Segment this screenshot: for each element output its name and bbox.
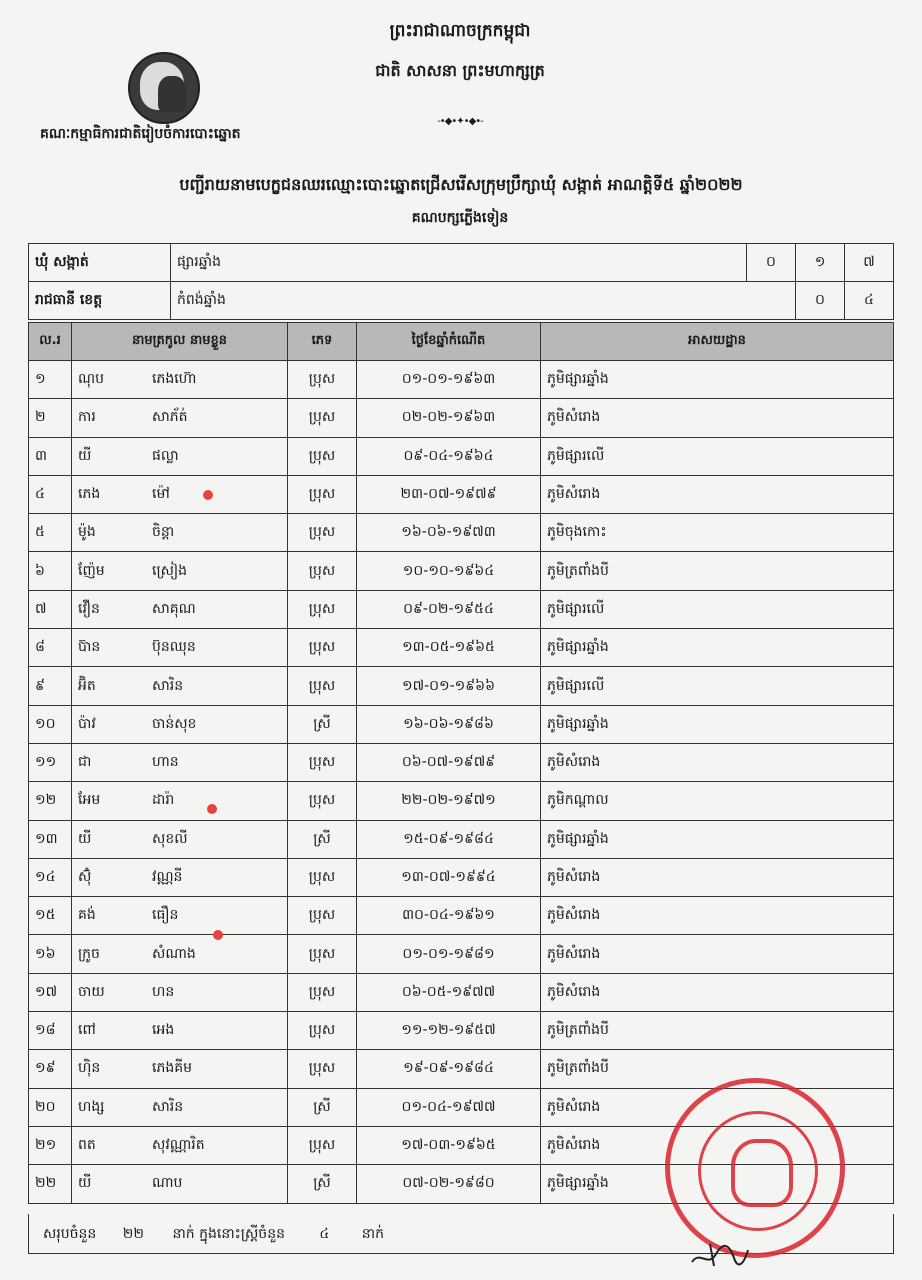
commune-code-3: ៧ — [845, 244, 894, 282]
table-row — [29, 1012, 894, 1050]
dob-cell: ២៣-០៧-១៩៧៩ — [357, 475, 541, 513]
dob-cell: ០៩-០៤-១៩៦៤ — [357, 437, 541, 475]
sex-cell: ប្រុស — [288, 361, 357, 399]
row-number: ២១ — [29, 1126, 72, 1164]
election-committee-seal — [128, 52, 200, 124]
female-count: ៤ — [319, 1226, 330, 1242]
sex-cell: ប្រុស — [288, 782, 357, 820]
candidate-table — [28, 322, 894, 1204]
last-name: ស៊ុំ — [72, 858, 147, 896]
first-name: សាគុណ — [146, 590, 288, 628]
sex-cell: ប្រុស — [288, 514, 357, 552]
red-marker-dot — [203, 490, 213, 500]
address-cell: ភូមិត្រពាំងបី — [541, 552, 894, 590]
dob-cell: ០១-០៤-១៩៧៧ — [357, 1088, 541, 1126]
total-unit-female-label: នាក់ ក្នុងនោះស្ត្រីចំនួន — [172, 1226, 285, 1242]
province-label: រាជធានី ខេត្ត — [29, 282, 171, 320]
last-name: ប៊ាន — [72, 629, 147, 667]
sex-cell: ប្រុស — [288, 1126, 357, 1164]
sex-cell: ប្រុស — [288, 590, 357, 628]
last-name: ពត — [72, 1126, 147, 1164]
last-name: គង់ — [72, 897, 147, 935]
address-cell: ភូមិកណ្ដាល — [541, 782, 894, 820]
last-name: ប៉ាវ — [72, 705, 147, 743]
row-number: ១៧ — [29, 973, 72, 1011]
dob-cell: ១៩-០៩-១៩៨៤ — [357, 1050, 541, 1088]
dob-cell: ៣០-០៤-១៩៦១ — [357, 897, 541, 935]
commune-code-1: ០ — [747, 244, 796, 282]
last-name: ចាយ — [72, 973, 147, 1011]
table-row — [29, 667, 894, 705]
first-name: ចាន់សុខ — [146, 705, 288, 743]
table-row — [29, 743, 894, 781]
dob-cell: ២២-០២-១៩៧១ — [357, 782, 541, 820]
last-name: វឿន — [72, 590, 147, 628]
sex-cell: ប្រុស — [288, 973, 357, 1011]
motto-heading: ជាតិ សាសនា ព្រះមហាក្សត្រ — [375, 61, 545, 80]
row-number: ២ — [29, 399, 72, 437]
last-name: ញ៉ែម — [72, 552, 147, 590]
first-name: សាភ័ត់ — [146, 399, 288, 437]
province-code-1: ០ — [796, 282, 845, 320]
first-name: សារិន — [146, 667, 288, 705]
dob-cell: ១៦-០៦-១៩៧៣ — [357, 514, 541, 552]
first-name: សុវណ្ណារិត — [146, 1126, 288, 1164]
last-name: ភេង — [72, 475, 147, 513]
address-cell: ភូមិសំរោង — [541, 973, 894, 1011]
address-cell: ភូមិផ្សារលើ — [541, 667, 894, 705]
last-name: ជា — [72, 743, 147, 781]
table-row — [29, 629, 894, 667]
sex-cell: ប្រុស — [288, 1012, 357, 1050]
candidate-rows — [29, 361, 894, 1204]
table-row — [29, 514, 894, 552]
dob-cell: ០៦-០៥-១៩៧៧ — [357, 973, 541, 1011]
first-name: ភេងហ៊ោ — [146, 361, 288, 399]
row-number: ១៥ — [29, 897, 72, 935]
address-cell: ភូមិផ្សារលើ — [541, 437, 894, 475]
address-cell: ភូមិផ្សារលើ — [541, 590, 894, 628]
first-name: ហាន — [146, 743, 288, 781]
signature-mark — [690, 1240, 750, 1270]
first-name: ភេងគីម — [146, 1050, 288, 1088]
address-cell: ភូមិផ្សារឆ្នាំង — [541, 1165, 894, 1203]
sex-cell: ប្រុស — [288, 743, 357, 781]
location-info-table — [28, 243, 894, 320]
table-row — [29, 782, 894, 820]
last-name: ណុប — [72, 361, 147, 399]
address-cell: ភូមិផ្សារឆ្នាំង — [541, 629, 894, 667]
organization-name: គណៈកម្មាធិការជាតិរៀបចំការបោះឆ្នោត — [40, 126, 241, 142]
red-marker-dot — [207, 804, 217, 814]
row-number: ៩ — [29, 667, 72, 705]
row-number: ៧ — [29, 590, 72, 628]
first-name: ស្រៀង — [146, 552, 288, 590]
commune-label: ឃុំ សង្កាត់ — [29, 244, 171, 282]
commune-row — [29, 244, 894, 282]
first-name: សំណាង — [146, 935, 288, 973]
address-cell: ភូមិផ្សារឆ្នាំង — [541, 361, 894, 399]
sex-cell: ប្រុស — [288, 1050, 357, 1088]
party-name: គណបក្សភ្លើងទៀន — [411, 210, 509, 226]
sex-cell: ប្រុស — [288, 437, 357, 475]
table-row — [29, 475, 894, 513]
address-cell: ភូមិសំរោង — [541, 1088, 894, 1126]
row-number: ១៩ — [29, 1050, 72, 1088]
header-dob: ថ្ងៃខែឆ្នាំកំណើត — [357, 323, 541, 361]
table-row — [29, 858, 894, 896]
first-name: ប៊ុនឈុន — [146, 629, 288, 667]
dob-cell: ០១-០១-១៩៨១ — [357, 935, 541, 973]
address-cell: ភូមិសំរោង — [541, 1126, 894, 1164]
table-row — [29, 820, 894, 858]
first-name: អេង — [146, 1012, 288, 1050]
sex-cell: ស្រី — [288, 1088, 357, 1126]
row-number: ២០ — [29, 1088, 72, 1126]
header-sex: ភេទ — [288, 323, 357, 361]
first-name: សារិន — [146, 1088, 288, 1126]
address-cell: ភូមិត្រពាំងបី — [541, 1012, 894, 1050]
sex-cell: ប្រុស — [288, 475, 357, 513]
row-number: ៨ — [29, 629, 72, 667]
last-name: ការ — [72, 399, 147, 437]
sex-cell: ស្រី — [288, 1165, 357, 1203]
address-cell: ភូមិសំរោង — [541, 858, 894, 896]
table-row — [29, 973, 894, 1011]
last-name: ពៅ — [72, 1012, 147, 1050]
table-row — [29, 897, 894, 935]
last-name: ហ៊ិន — [72, 1050, 147, 1088]
official-red-stamp — [665, 1078, 845, 1258]
row-number: ១០ — [29, 705, 72, 743]
row-number: ៥ — [29, 514, 72, 552]
dob-cell: ១៥-០៩-១៩៨៤ — [357, 820, 541, 858]
first-name: ចិន្តា — [146, 514, 288, 552]
row-number: ១២ — [29, 782, 72, 820]
sex-cell: ប្រុស — [288, 858, 357, 896]
total-count: ២២ — [122, 1226, 144, 1242]
dob-cell: ១១-១២-១៩៥៧ — [357, 1012, 541, 1050]
first-name: វណ្ណនី — [146, 858, 288, 896]
first-name: ណាប — [146, 1165, 288, 1203]
dob-cell: ០៧-០២-១៩៨០ — [357, 1165, 541, 1203]
sex-cell: ប្រុស — [288, 897, 357, 935]
row-number: ១៨ — [29, 1012, 72, 1050]
sex-cell: ប្រុស — [288, 629, 357, 667]
last-name: យី — [72, 1165, 147, 1203]
first-name: ម៉ៅ — [146, 475, 288, 513]
ornament-divider: -•◆•✦•◆•- — [437, 116, 483, 127]
last-name: ក្រូច — [72, 935, 147, 973]
first-name: ហន — [146, 973, 288, 1011]
dob-cell: ១៧-០៣-១៩៦៥ — [357, 1126, 541, 1164]
address-cell: ភូមិចុងកោះ — [541, 514, 894, 552]
row-number: ៤ — [29, 475, 72, 513]
row-number: ១៦ — [29, 935, 72, 973]
row-number: ៦ — [29, 552, 72, 590]
total-label: សរុបចំនួន — [43, 1226, 97, 1242]
sex-cell: ប្រុស — [288, 935, 357, 973]
province-value: កំពង់ឆ្នាំង — [171, 282, 796, 320]
header-address: អាសយដ្ឋាន — [541, 323, 894, 361]
table-row — [29, 552, 894, 590]
dob-cell: ០៩-០២-១៩៥៤ — [357, 590, 541, 628]
dob-cell: ០១-០១-១៩៦៣ — [357, 361, 541, 399]
dob-cell: ១៧-០១-១៩៦៦ — [357, 667, 541, 705]
document-title: បញ្ជីរាយនាមបេក្ខជនឈរឈ្មោះបោះឆ្នោតជ្រើសរើសក្រុមប្រឹក្សាឃុំ សង្កាត់ អាណត្តិទី៥ ឆ្នាំ២០២២ — [179, 175, 743, 194]
female-unit: នាក់ — [361, 1226, 385, 1242]
first-name: ធឿន — [146, 897, 288, 935]
dob-cell: ០២-០២-១៩៦៣ — [357, 399, 541, 437]
dob-cell: ១៦-០៦-១៩៨៦ — [357, 705, 541, 743]
sex-cell: ស្រី — [288, 820, 357, 858]
table-row — [29, 361, 894, 399]
last-name: យី — [72, 437, 147, 475]
kingdom-heading: ព្រះរាជាណាចក្រកម្ពុជា — [389, 21, 531, 41]
address-cell: ភូមិសំរោង — [541, 399, 894, 437]
dob-cell: ១០-១០-១៩៦៤ — [357, 552, 541, 590]
table-row — [29, 935, 894, 973]
red-marker-dot — [213, 930, 223, 940]
last-name: ម៉ូង — [72, 514, 147, 552]
address-cell: ភូមិសំរោង — [541, 743, 894, 781]
row-number: ១ — [29, 361, 72, 399]
first-name: សុខលី — [146, 820, 288, 858]
address-cell: ភូមិត្រពាំងបី — [541, 1050, 894, 1088]
commune-code-2: ១ — [796, 244, 845, 282]
row-number: ១៣ — [29, 820, 72, 858]
last-name: អ៊ិត — [72, 667, 147, 705]
table-row — [29, 399, 894, 437]
first-name: ផល្លា — [146, 437, 288, 475]
dob-cell: ០៦-០៧-១៩៧៩ — [357, 743, 541, 781]
header-name: នាមត្រកូល នាមខ្លួន — [72, 323, 288, 361]
sex-cell: ប្រុស — [288, 667, 357, 705]
row-number: ១៤ — [29, 858, 72, 896]
address-cell: ភូមិសំរោង — [541, 897, 894, 935]
first-name: ដារ៉ា — [146, 782, 288, 820]
last-name: យី — [72, 820, 147, 858]
address-cell: ភូមិផ្សារឆ្នាំង — [541, 705, 894, 743]
commune-value: ផ្សារឆ្នាំង — [171, 244, 747, 282]
address-cell: ភូមិសំរោង — [541, 935, 894, 973]
address-cell: ភូមិផ្សារឆ្នាំង — [541, 820, 894, 858]
table-row — [29, 590, 894, 628]
row-number: ៣ — [29, 437, 72, 475]
table-row — [29, 705, 894, 743]
address-cell: ភូមិសំរោង — [541, 475, 894, 513]
last-name: ហង្ស — [72, 1088, 147, 1126]
row-number: ២២ — [29, 1165, 72, 1203]
dob-cell: ១៣-០៥-១៩៦៥ — [357, 629, 541, 667]
sex-cell: ប្រុស — [288, 552, 357, 590]
sex-cell: ប្រុស — [288, 399, 357, 437]
last-name: អែម — [72, 782, 147, 820]
table-header-row — [29, 323, 894, 361]
table-row — [29, 437, 894, 475]
header-no: ល.រ — [29, 323, 72, 361]
sex-cell: ស្រី — [288, 705, 357, 743]
province-code-2: ៤ — [845, 282, 894, 320]
province-row — [29, 282, 894, 320]
dob-cell: ១៣-០៧-១៩៩៤ — [357, 858, 541, 896]
row-number: ១១ — [29, 743, 72, 781]
